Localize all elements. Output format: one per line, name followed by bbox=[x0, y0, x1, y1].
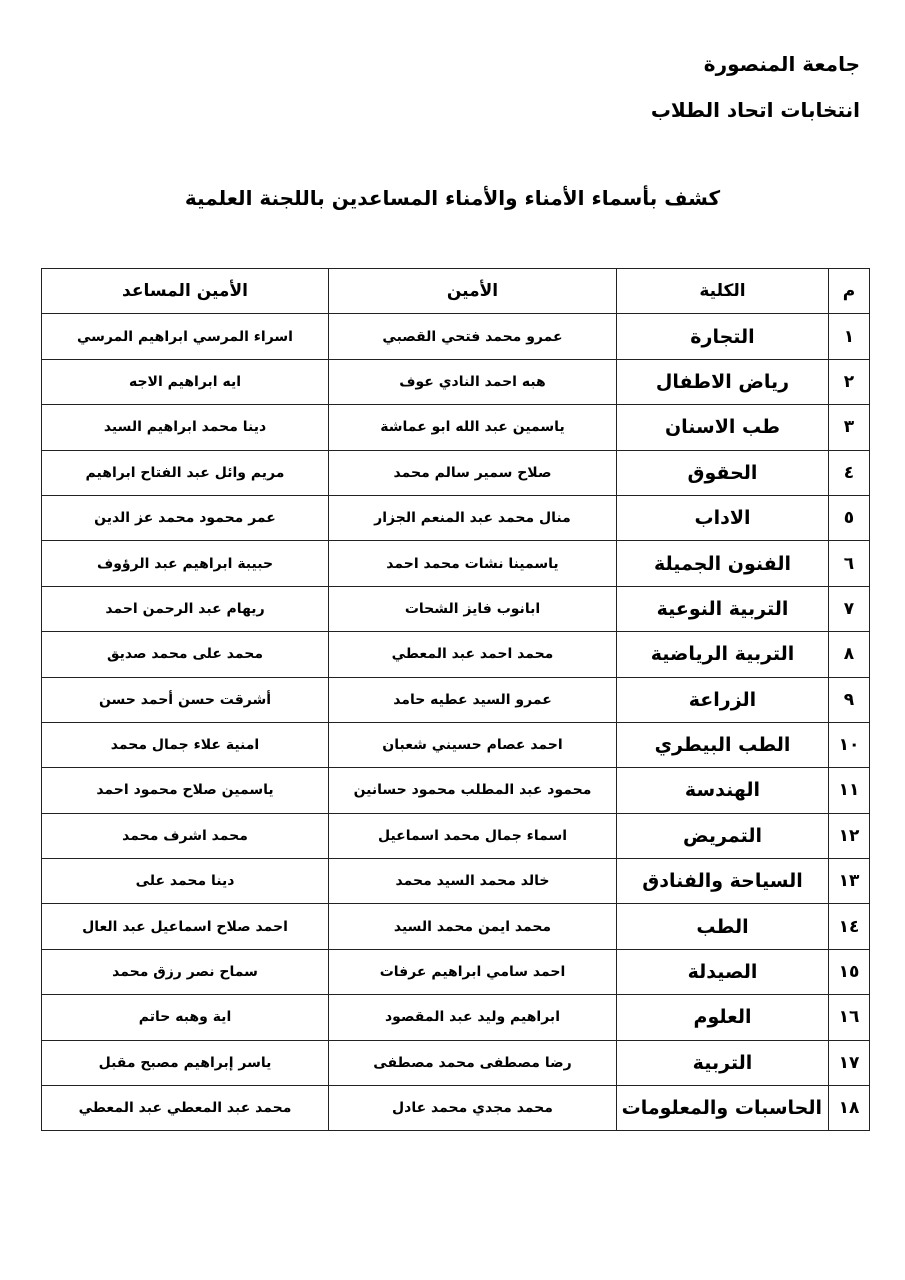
secretary-name: صلاح سمير سالم محمد bbox=[329, 450, 617, 495]
assistant-secretary-name: مريم وائل عبد الفتاح ابراهيم bbox=[42, 450, 329, 495]
secretary-name: رضا مصطفى محمد مصطفى bbox=[329, 1040, 617, 1085]
row-number: ٦ bbox=[829, 541, 870, 586]
table-header-row bbox=[42, 269, 870, 314]
faculty-name: الطب bbox=[617, 904, 829, 949]
assistant-secretary-name: دينا محمد على bbox=[42, 859, 329, 904]
row-number: ١٦ bbox=[829, 995, 870, 1040]
secretary-name: ابانوب فايز الشحات bbox=[329, 586, 617, 631]
faculty-name: الطب البيطري bbox=[617, 722, 829, 767]
table-row bbox=[42, 450, 870, 495]
table-row bbox=[42, 541, 870, 586]
table-row bbox=[42, 359, 870, 404]
secretary-name: محمود عبد المطلب محمود حسانين bbox=[329, 768, 617, 813]
table-row bbox=[42, 314, 870, 359]
row-number: ٨ bbox=[829, 632, 870, 677]
row-number: ٩ bbox=[829, 677, 870, 722]
faculty-name: رياض الاطفال bbox=[617, 359, 829, 404]
assistant-secretary-name: سماح نصر رزق محمد bbox=[42, 949, 329, 994]
faculty-name: الهندسة bbox=[617, 768, 829, 813]
assistant-secretary-name: محمد اشرف محمد bbox=[42, 813, 329, 858]
faculty-name: الصيدلة bbox=[617, 949, 829, 994]
assistant-secretary-name: احمد صلاح اسماعيل عبد العال bbox=[42, 904, 329, 949]
row-number: ١٧ bbox=[829, 1040, 870, 1085]
faculty-name: العلوم bbox=[617, 995, 829, 1040]
table-row bbox=[42, 904, 870, 949]
assistant-secretary-name: محمد عبد المعطي عبد المعطي bbox=[42, 1086, 329, 1131]
header-num: م bbox=[829, 269, 870, 314]
table-row bbox=[42, 722, 870, 767]
row-number: ١٨ bbox=[829, 1086, 870, 1131]
row-number: ٢ bbox=[829, 359, 870, 404]
faculty-name: السياحة والفنادق bbox=[617, 859, 829, 904]
table-row bbox=[42, 586, 870, 631]
table-row bbox=[42, 405, 870, 450]
assistant-secretary-name: أشرقت حسن أحمد حسن bbox=[42, 677, 329, 722]
secretary-name: احمد سامي ابراهيم عرفات bbox=[329, 949, 617, 994]
table-body bbox=[42, 314, 870, 1131]
faculty-name: التمريض bbox=[617, 813, 829, 858]
row-number: ١٥ bbox=[829, 949, 870, 994]
secretary-name: محمد احمد عبد المعطي bbox=[329, 632, 617, 677]
secretary-name: عمرو محمد فتحي القصبي bbox=[329, 314, 617, 359]
assistant-secretary-name: اسراء المرسي ابراهيم المرسي bbox=[42, 314, 329, 359]
row-number: ٧ bbox=[829, 586, 870, 631]
faculty-name: الفنون الجميلة bbox=[617, 541, 829, 586]
assistant-secretary-name: ايه ابراهيم الاجه bbox=[42, 359, 329, 404]
secretary-name: ياسمين عبد الله ابو عماشة bbox=[329, 405, 617, 450]
assistant-secretary-name: محمد على محمد صديق bbox=[42, 632, 329, 677]
elections-heading: انتخابات اتحاد الطلاب bbox=[650, 98, 860, 122]
table-row bbox=[42, 677, 870, 722]
assistant-secretary-name: عمر محمود محمد عز الدين bbox=[42, 495, 329, 540]
row-number: ٥ bbox=[829, 495, 870, 540]
row-number: ٤ bbox=[829, 450, 870, 495]
faculty-name: التربية النوعية bbox=[617, 586, 829, 631]
row-number: ١٢ bbox=[829, 813, 870, 858]
assistant-secretary-name: حبيبة ابراهيم عبد الرؤوف bbox=[42, 541, 329, 586]
row-number: ١٠ bbox=[829, 722, 870, 767]
table-row bbox=[42, 995, 870, 1040]
secretary-name: محمد ايمن محمد السيد bbox=[329, 904, 617, 949]
table-row bbox=[42, 813, 870, 858]
secretary-name: ياسمينا نشات محمد احمد bbox=[329, 541, 617, 586]
assistant-secretary-name: ياسر إبراهيم مصبح مقبل bbox=[42, 1040, 329, 1085]
header-faculty: الكلية bbox=[617, 269, 829, 314]
faculty-name: التربية الرياضية bbox=[617, 632, 829, 677]
assistant-secretary-name: امنية علاء جمال محمد bbox=[42, 722, 329, 767]
table-row bbox=[42, 632, 870, 677]
secretary-name: عمرو السيد عطيه حامد bbox=[329, 677, 617, 722]
row-number: ١٣ bbox=[829, 859, 870, 904]
header-assistant: الأمين المساعد bbox=[42, 269, 329, 314]
secretary-name: ابراهيم وليد عبد المقصود bbox=[329, 995, 617, 1040]
row-number: ١٤ bbox=[829, 904, 870, 949]
secretary-name: احمد عصام حسيني شعبان bbox=[329, 722, 617, 767]
row-number: ١١ bbox=[829, 768, 870, 813]
table-row bbox=[42, 949, 870, 994]
faculty-name: الحقوق bbox=[617, 450, 829, 495]
secretary-name: محمد مجدي محمد عادل bbox=[329, 1086, 617, 1131]
assistant-secretary-name: ياسمين صلاح محمود احمد bbox=[42, 768, 329, 813]
table-row bbox=[42, 1086, 870, 1131]
document-title: كشف بأسماء الأمناء والأمناء المساعدين باللجنة العلمية bbox=[184, 186, 721, 210]
header-secretary: الأمين bbox=[329, 269, 617, 314]
table-row bbox=[42, 859, 870, 904]
faculty-name: طب الاسنان bbox=[617, 405, 829, 450]
university-name: جامعة المنصورة bbox=[703, 52, 860, 76]
secretary-name: هبه احمد النادي عوف bbox=[329, 359, 617, 404]
committee-table bbox=[41, 268, 870, 1131]
table-row bbox=[42, 768, 870, 813]
secretary-name: منال محمد عبد المنعم الجزار bbox=[329, 495, 617, 540]
faculty-name: الاداب bbox=[617, 495, 829, 540]
faculty-name: التجارة bbox=[617, 314, 829, 359]
secretary-name: خالد محمد السيد محمد bbox=[329, 859, 617, 904]
assistant-secretary-name: دينا محمد ابراهيم السيد bbox=[42, 405, 329, 450]
table-row bbox=[42, 1040, 870, 1085]
table-row bbox=[42, 495, 870, 540]
assistant-secretary-name: ريهام عبد الرحمن احمد bbox=[42, 586, 329, 631]
assistant-secretary-name: اية وهبه حاتم bbox=[42, 995, 329, 1040]
faculty-name: الزراعة bbox=[617, 677, 829, 722]
faculty-name: الحاسبات والمعلومات bbox=[617, 1086, 829, 1131]
secretary-name: اسماء جمال محمد اسماعيل bbox=[329, 813, 617, 858]
row-number: ١ bbox=[829, 314, 870, 359]
faculty-name: التربية bbox=[617, 1040, 829, 1085]
row-number: ٣ bbox=[829, 405, 870, 450]
